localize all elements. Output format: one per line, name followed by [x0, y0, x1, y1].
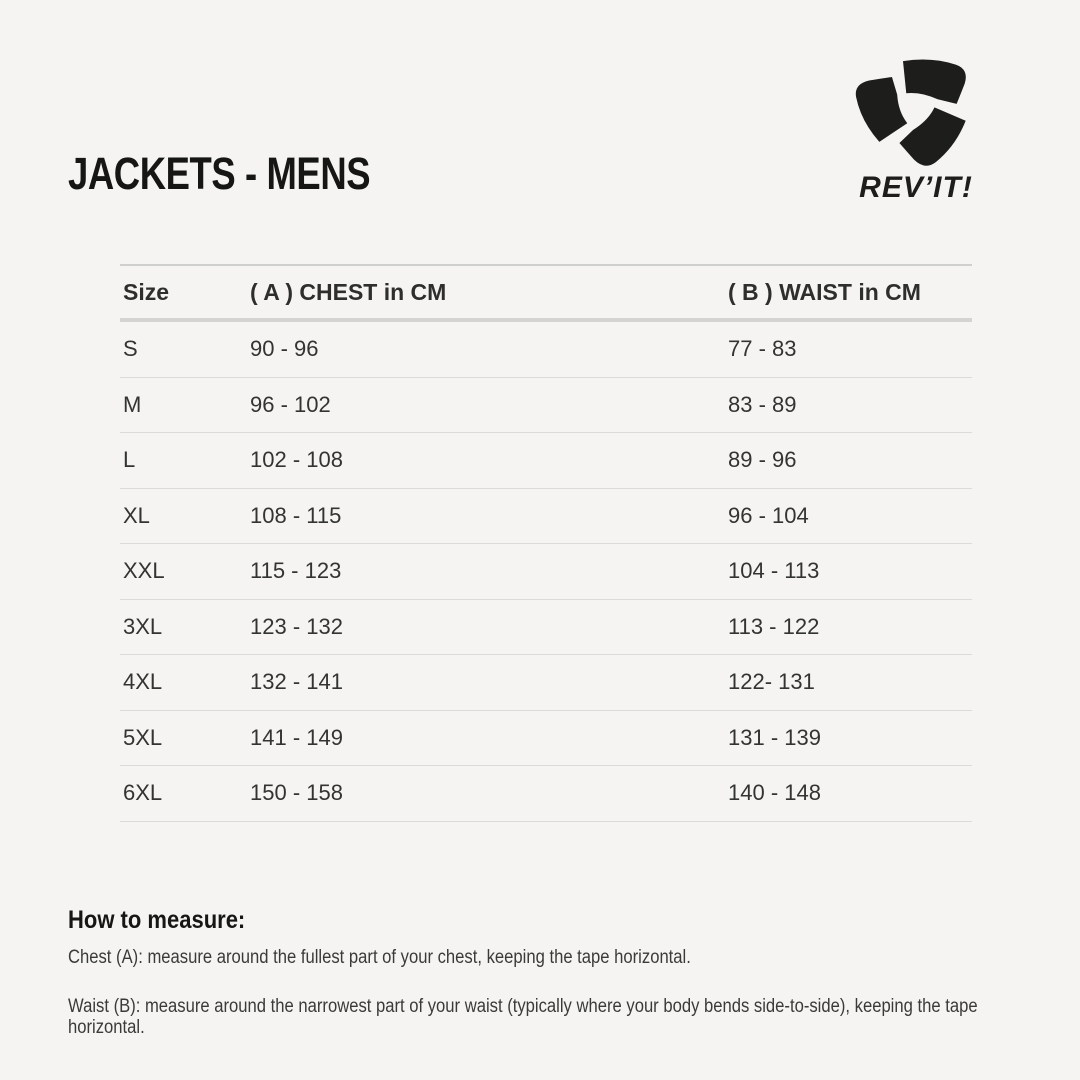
how-to-measure-heading: How to measure: — [68, 906, 246, 934]
table-row — [120, 711, 972, 767]
table-cell-waist: 140 - 148 — [728, 780, 821, 806]
table-cell-waist: 83 - 89 — [728, 391, 797, 417]
column-header-size: Size — [123, 278, 170, 305]
revit-shield-icon — [851, 50, 981, 174]
table-row — [120, 322, 972, 378]
table-cell-waist: 104 - 113 — [728, 558, 820, 584]
table-header-row — [120, 266, 972, 322]
table-cell-waist: 113 - 122 — [728, 613, 820, 639]
table-cell-chest: 90 - 96 — [250, 336, 319, 362]
table-cell-chest: 108 - 115 — [250, 502, 342, 528]
brand-logo — [840, 50, 992, 205]
table-cell-chest: 150 - 158 — [250, 780, 343, 806]
page-title: JACKETS - MENS — [68, 148, 371, 199]
table-cell-chest: 115 - 123 — [250, 558, 342, 584]
table-cell-chest: 96 - 102 — [250, 391, 331, 417]
table-cell-size: M — [123, 391, 142, 417]
column-header-waist: ( B ) WAIST in CM — [728, 278, 921, 305]
column-header-chest: ( A ) CHEST in CM — [250, 278, 447, 305]
table-cell-chest: 132 - 141 — [250, 669, 343, 695]
table-row — [120, 489, 972, 545]
table-cell-waist: 77 - 83 — [728, 336, 797, 362]
table-cell-size: S — [123, 336, 138, 362]
how-to-measure-section — [68, 908, 1080, 1066]
table-cell-chest: 102 - 108 — [250, 447, 343, 473]
waist-measure-note: Waist (B): measure around the narrowest part of your waist (typically where your body bends side-to-side), keeping the tape horizontal. — [68, 996, 978, 1038]
table-cell-size: 5XL — [123, 724, 163, 750]
table-row — [120, 544, 972, 600]
table-cell-chest: 123 - 132 — [250, 613, 343, 639]
table-row — [120, 433, 972, 489]
table-cell-waist: 131 - 139 — [728, 724, 821, 750]
table-body — [120, 322, 972, 822]
table-cell-waist: 89 - 96 — [728, 447, 797, 473]
table-row — [120, 655, 972, 711]
size-table — [120, 264, 972, 822]
table-row — [120, 600, 972, 656]
table-cell-size: XXL — [123, 558, 165, 584]
table-cell-size: 4XL — [123, 669, 163, 695]
table-cell-size: 3XL — [123, 613, 163, 639]
table-cell-size: L — [123, 447, 136, 473]
table-cell-waist: 122- 131 — [728, 669, 815, 695]
table-cell-waist: 96 - 104 — [728, 502, 809, 528]
table-cell-size: 6XL — [123, 780, 163, 806]
brand-wordmark: REV’IT! — [859, 171, 973, 204]
table-cell-size: XL — [123, 502, 150, 528]
table-cell-chest: 141 - 149 — [250, 724, 343, 750]
table-row — [120, 766, 972, 822]
chest-measure-note: Chest (A): measure around the fullest part of your chest, keeping the tape horizontal. — [68, 947, 691, 968]
table-row — [120, 378, 972, 434]
